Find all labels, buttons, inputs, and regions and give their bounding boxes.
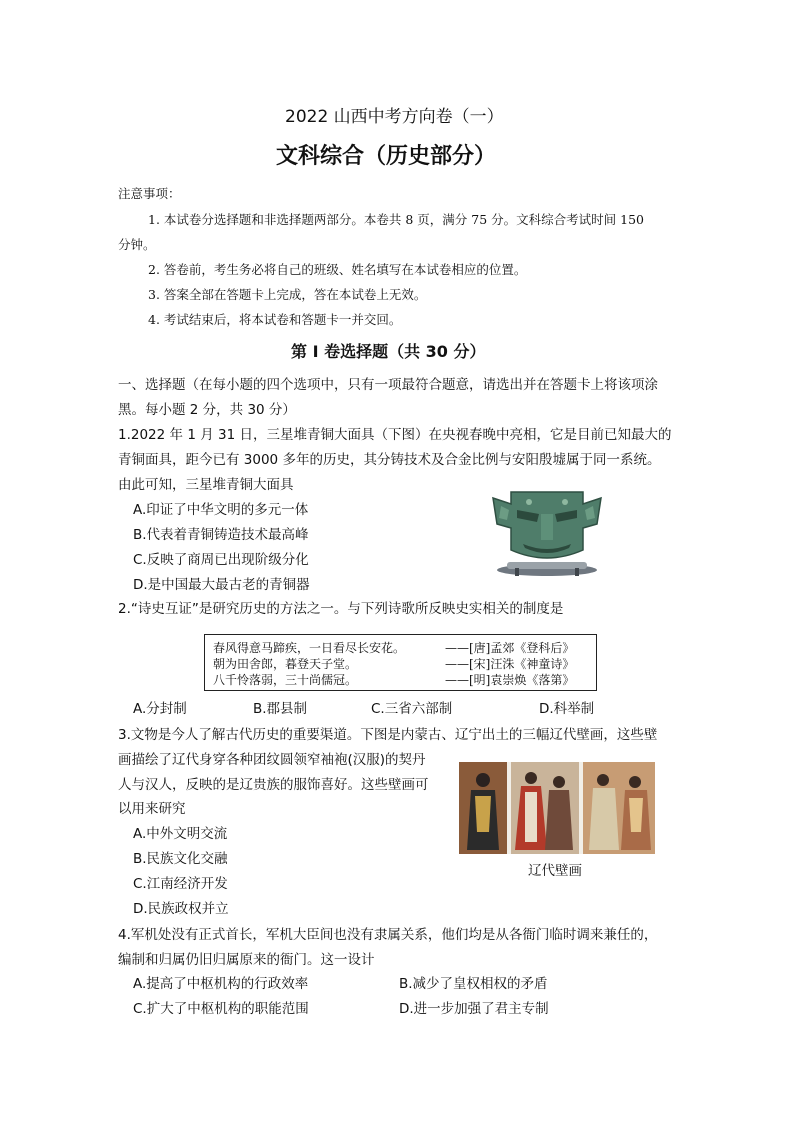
- section-title: 第 I 卷选择题（共 30 分）: [291, 342, 486, 361]
- q1-option-a: A.印证了中华文明的多元一体: [133, 502, 309, 518]
- q4-stem: 4.军机处没有正式首长，军机大臣间也没有隶属关系，他们均是从各衙门临时调来兼任的，: [118, 927, 658, 943]
- q3-stem: 画描绘了辽代身穿各种团纹圆领窄袖袍(汉服)的契丹: [118, 752, 426, 768]
- q4-stem: 编制和归属仍旧归属原来的衙门。这一设计: [118, 952, 375, 968]
- note-item: 1. 本试卷分选择题和非选择题两部分。本卷共 8 页，满分 75 分。文科综合考试时间 150: [148, 212, 644, 227]
- poem-source: ——[明]袁崇焕《落第》: [445, 673, 575, 687]
- q3-stem: 以用来研究: [118, 801, 186, 817]
- q4-option-d: D.进一步加强了君主专制: [399, 1001, 549, 1017]
- q3-option-c: C.江南经济开发: [133, 876, 228, 892]
- q3-stem: 人与汉人，反映的是辽贵族的服饰喜好。这些壁画可: [118, 777, 429, 793]
- q4-option-a: A.提高了中枢机构的行政效率: [133, 976, 309, 992]
- q1-stem: 青铜面具，距今已有 3000 多年的历史，其分铸技术及合金比例与安阳殷墟属于同一系统。: [118, 452, 661, 468]
- q2-option-b: B.郡县制: [253, 701, 308, 717]
- q2-option-c: C.三省六部制: [371, 701, 453, 717]
- q4-option-b: B.减少了皇权相权的矛盾: [399, 976, 548, 992]
- q4-option-c: C.扩大了中枢机构的职能范围: [133, 1001, 309, 1017]
- poem-source: ——[唐]孟郊《登科后》: [445, 641, 575, 655]
- q1-stem: 由此可知，三星堆青铜大面具: [118, 477, 294, 493]
- poem-text: 朝为田舍郎，暮登天子堂。: [213, 657, 358, 671]
- q2-stem: 2.“诗史互证”是研究历史的方法之一。与下列诗歌所反映史实相关的制度是: [118, 601, 564, 617]
- q2-option-a: A.分封制: [133, 701, 187, 717]
- note-item: 分钟。: [118, 237, 156, 252]
- q3-option-d: D.民族政权并立: [133, 901, 229, 917]
- poem-source: ——[宋]汪洙《神童诗》: [445, 657, 575, 671]
- poem-text: 八千怜落弱，三十尚儒冠。: [213, 673, 358, 687]
- q1-option-d: D.是中国最大最古老的青铜器: [133, 577, 310, 593]
- poem-text: 春风得意马蹄疾，一日看尽长安花。: [213, 641, 406, 655]
- q3-option-a: A.中外文明交流: [133, 826, 228, 842]
- q1-stem: 1.2022 年 1 月 31 日，三星堆青铜大面具（下图）在央视春晚中亮相，它是目前已知最大的: [118, 427, 672, 443]
- q1-option-b: B.代表着青铜铸造技术最高峰: [133, 527, 309, 543]
- q3-stem: 3.文物是今人了解古代历史的重要渠道。下图是内蒙古、辽宁出土的三幅辽代壁画，这些壁: [118, 727, 658, 743]
- q1-option-c: C.反映了商周已出现阶级分化: [133, 552, 309, 568]
- note-item: 2. 答卷前，考生务必将自己的班级、姓名填写在本试卷相应的位置。: [148, 262, 527, 277]
- note-item: 4. 考试结束后，将本试卷和答题卡一并交回。: [148, 312, 402, 327]
- mural-caption: 辽代壁画: [528, 863, 582, 879]
- q3-option-b: B.民族文化交融: [133, 851, 228, 867]
- poem-box: [204, 634, 597, 691]
- section-instruction: 黑。每小题 2 分，共 30 分）: [118, 402, 296, 418]
- note-item: 3. 答案全部在答题卡上完成，答在本试卷上无效。: [148, 287, 427, 302]
- subject-title: 文科综合（历史部分）: [276, 144, 497, 169]
- bronze-mask-image: [485, 484, 609, 579]
- exam-title: 2022 山西中考方向卷（一）: [285, 107, 504, 127]
- notes-heading: 注意事项：: [118, 186, 181, 201]
- section-instruction: 一、选择题（在每小题的四个选项中，只有一项最符合题意，请选出并在答题卡上将该项涂: [118, 377, 658, 393]
- liao-mural-image: [459, 762, 655, 854]
- q2-option-d: D.科举制: [539, 701, 595, 717]
